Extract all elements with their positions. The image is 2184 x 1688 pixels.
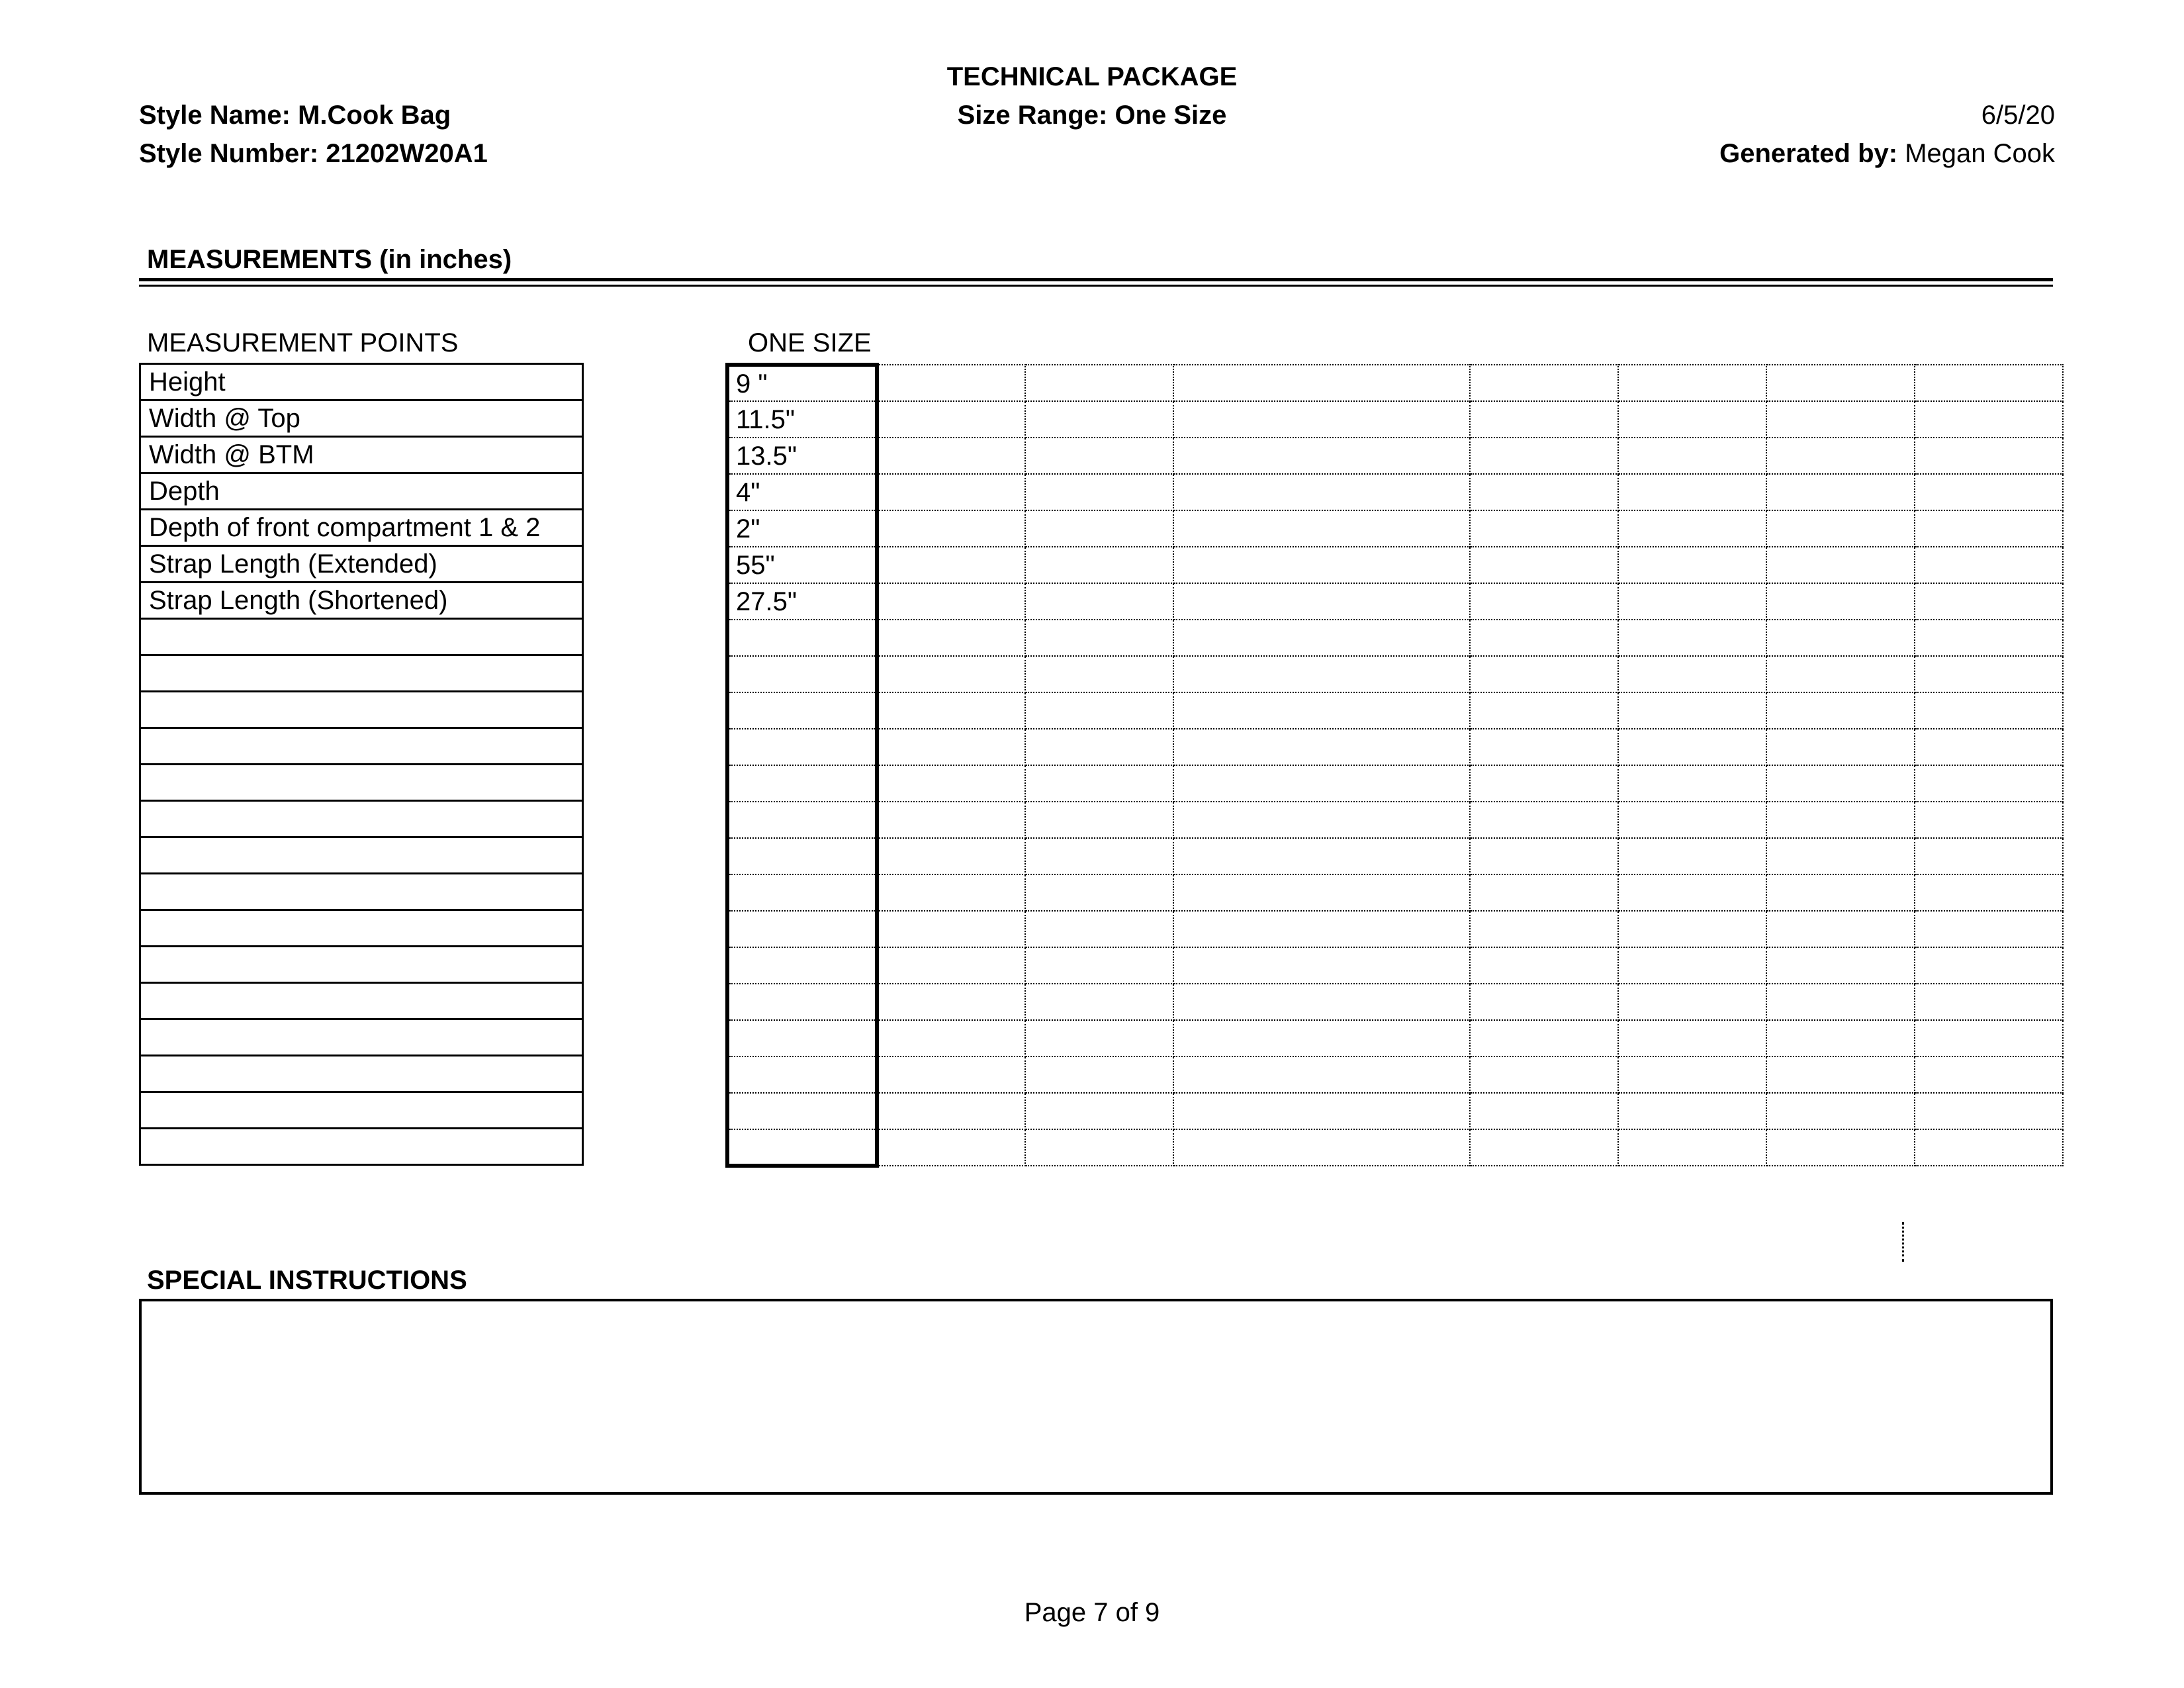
empty-size-cell	[1173, 401, 1470, 438]
measurement-point-cell	[140, 765, 583, 801]
empty-size-cell	[1173, 1020, 1470, 1056]
empty-size-cell	[1173, 874, 1470, 911]
empty-size-cell	[1025, 874, 1173, 911]
empty-size-cell	[1915, 911, 2063, 947]
empty-size-cell	[877, 656, 1025, 692]
size-grid-row	[727, 1129, 2063, 1166]
one-size-value-cell	[727, 1020, 877, 1056]
empty-size-cell	[877, 547, 1025, 583]
empty-size-cell	[1173, 984, 1470, 1020]
empty-size-cell	[1025, 438, 1173, 474]
empty-size-cell	[1618, 1020, 1766, 1056]
empty-size-cell	[1173, 1129, 1470, 1166]
size-grid-row	[727, 474, 2063, 510]
empty-size-cell	[1766, 510, 1915, 547]
one-size-value-cell: 2"	[727, 510, 877, 547]
empty-size-cell	[1618, 692, 1766, 729]
empty-size-cell	[1766, 656, 1915, 692]
empty-size-cell	[1025, 1056, 1173, 1093]
empty-size-cell	[1025, 1020, 1173, 1056]
empty-size-cell	[1618, 620, 1766, 656]
empty-size-cell	[1915, 620, 2063, 656]
size-grid-row	[727, 947, 2063, 984]
measurement-row	[140, 910, 583, 947]
document-date: 6/5/20	[1981, 101, 2055, 130]
empty-size-cell	[1173, 474, 1470, 510]
empty-size-cell	[1470, 1093, 1618, 1129]
empty-size-cell	[1766, 984, 1915, 1020]
one-size-value-cell: 55"	[727, 547, 877, 583]
size-grid-row	[727, 911, 2063, 947]
empty-size-cell	[1470, 838, 1618, 874]
empty-size-cell	[1618, 510, 1766, 547]
measurement-row	[140, 1092, 583, 1129]
one-size-value-cell: 4"	[727, 474, 877, 510]
empty-size-cell	[1618, 474, 1766, 510]
empty-size-cell	[1025, 583, 1173, 620]
empty-size-cell	[1173, 911, 1470, 947]
empty-size-cell	[1618, 838, 1766, 874]
one-size-value-cell	[727, 802, 877, 838]
empty-size-cell	[1915, 692, 2063, 729]
empty-size-cell	[1766, 911, 1915, 947]
measurement-row	[140, 583, 583, 619]
one-size-value-cell	[727, 947, 877, 984]
one-size-value-cell: 13.5"	[727, 438, 877, 474]
empty-size-cell	[1618, 656, 1766, 692]
empty-size-cell	[1618, 583, 1766, 620]
empty-size-cell	[1470, 1129, 1618, 1166]
empty-size-cell	[1025, 620, 1173, 656]
measurement-point-cell: Depth of front compartment 1 & 2	[140, 510, 583, 546]
measurement-point-cell	[140, 728, 583, 765]
empty-size-cell	[1618, 1056, 1766, 1093]
empty-size-cell	[1173, 947, 1470, 984]
empty-size-cell	[1470, 1056, 1618, 1093]
style-number: Style Number: 21202W20A1	[139, 139, 488, 168]
empty-size-cell	[877, 620, 1025, 656]
measurement-point-cell: Strap Length (Shortened)	[140, 583, 583, 619]
special-instructions-title: SPECIAL INSTRUCTIONS	[147, 1266, 467, 1295]
empty-size-cell	[1173, 365, 1470, 401]
measurement-point-cell	[140, 801, 583, 837]
measurement-point-cell: Width @ BTM	[140, 437, 583, 473]
empty-size-cell	[1766, 438, 1915, 474]
empty-size-cell	[1618, 1129, 1766, 1166]
empty-size-cell	[1470, 474, 1618, 510]
one-size-value-cell	[727, 765, 877, 802]
empty-size-cell	[1470, 984, 1618, 1020]
empty-size-cell	[1915, 510, 2063, 547]
empty-size-cell	[1173, 583, 1470, 620]
one-size-value-cell	[727, 911, 877, 947]
measurement-point-cell	[140, 655, 583, 692]
measurement-row	[140, 400, 583, 437]
size-grid-row	[727, 874, 2063, 911]
empty-size-cell	[1173, 765, 1470, 802]
measurement-point-cell: Width @ Top	[140, 400, 583, 437]
empty-size-cell	[1915, 947, 2063, 984]
measurement-point-cell: Strap Length (Extended)	[140, 546, 583, 583]
size-grid-row	[727, 802, 2063, 838]
size-grid-row	[727, 1020, 2063, 1056]
empty-size-cell	[1025, 1129, 1173, 1166]
one-size-value-cell	[727, 692, 877, 729]
empty-size-cell	[1470, 802, 1618, 838]
empty-size-cell	[1025, 1093, 1173, 1129]
empty-size-cell	[1470, 401, 1618, 438]
size-grid-row	[727, 547, 2063, 583]
empty-size-cell	[877, 765, 1025, 802]
measurement-point-cell	[140, 837, 583, 874]
size-grid-row	[727, 620, 2063, 656]
empty-size-cell	[1766, 474, 1915, 510]
size-range: Size Range: One Size	[957, 101, 1227, 130]
one-size-value-cell	[727, 838, 877, 874]
empty-size-cell	[1470, 438, 1618, 474]
empty-size-cell	[877, 911, 1025, 947]
measurement-row	[140, 546, 583, 583]
empty-size-cell	[1766, 729, 1915, 765]
empty-size-cell	[1025, 656, 1173, 692]
empty-size-cell	[1618, 547, 1766, 583]
empty-size-cell	[1915, 583, 2063, 620]
one-size-value-cell: 27.5"	[727, 583, 877, 620]
measurement-row	[140, 983, 583, 1019]
empty-size-cell	[877, 365, 1025, 401]
empty-size-cell	[1915, 401, 2063, 438]
empty-size-cell	[1766, 947, 1915, 984]
measurement-row	[140, 728, 583, 765]
empty-size-cell	[1766, 692, 1915, 729]
special-instructions-text	[142, 1301, 2050, 1312]
empty-size-cell	[1173, 838, 1470, 874]
empty-size-cell	[1173, 692, 1470, 729]
empty-size-cell	[1173, 620, 1470, 656]
one-size-value-cell	[727, 1093, 877, 1129]
empty-size-cell	[877, 802, 1025, 838]
empty-size-cell	[877, 1093, 1025, 1129]
empty-size-cell	[877, 874, 1025, 911]
empty-size-cell	[1618, 365, 1766, 401]
empty-size-cell	[1766, 401, 1915, 438]
size-grid-row	[727, 838, 2063, 874]
empty-size-cell	[1915, 547, 2063, 583]
measurement-point-cell: Height	[140, 364, 583, 400]
empty-size-cell	[1470, 911, 1618, 947]
empty-size-cell	[1915, 1129, 2063, 1166]
empty-size-cell	[877, 947, 1025, 984]
empty-size-cell	[1766, 547, 1915, 583]
empty-size-cell	[1915, 802, 2063, 838]
empty-size-cell	[877, 729, 1025, 765]
one-size-value-cell	[727, 656, 877, 692]
empty-size-cell	[1618, 765, 1766, 802]
empty-size-cell	[1766, 583, 1915, 620]
empty-size-cell	[1618, 438, 1766, 474]
empty-size-cell	[1025, 510, 1173, 547]
size-grid-row	[727, 984, 2063, 1020]
empty-size-cell	[1025, 401, 1173, 438]
empty-size-cell	[1173, 510, 1470, 547]
empty-size-cell	[1470, 729, 1618, 765]
empty-size-cell	[1915, 984, 2063, 1020]
empty-size-cell	[1618, 1093, 1766, 1129]
one-size-value-cell	[727, 620, 877, 656]
measurement-point-cell	[140, 1056, 583, 1092]
empty-size-cell	[1915, 438, 2063, 474]
empty-size-cell	[1766, 802, 1915, 838]
empty-size-cell	[1766, 1020, 1915, 1056]
document-title: TECHNICAL PACKAGE	[946, 62, 1238, 91]
empty-size-cell	[1915, 656, 2063, 692]
empty-size-cell	[1915, 765, 2063, 802]
empty-size-cell	[1173, 1093, 1470, 1129]
empty-size-cell	[1915, 1093, 2063, 1129]
size-grid-row	[727, 438, 2063, 474]
one-size-header: ONE SIZE	[748, 328, 872, 357]
empty-size-cell	[1618, 984, 1766, 1020]
generated-by-label: Generated by:	[1719, 139, 1898, 168]
measurement-row	[140, 655, 583, 692]
measurement-row	[140, 837, 583, 874]
empty-size-cell	[877, 583, 1025, 620]
empty-size-cell	[1915, 838, 2063, 874]
measurements-section-title: MEASUREMENTS (in inches)	[147, 245, 512, 274]
empty-size-cell	[1915, 1056, 2063, 1093]
empty-size-cell	[877, 1020, 1025, 1056]
empty-size-cell	[1025, 802, 1173, 838]
empty-size-cell	[1025, 474, 1173, 510]
empty-size-cell	[1470, 874, 1618, 911]
empty-size-cell	[1766, 365, 1915, 401]
one-size-value-cell	[727, 1056, 877, 1093]
measurement-point-cell	[140, 874, 583, 910]
empty-size-cell	[1470, 583, 1618, 620]
measurement-row	[140, 1129, 583, 1165]
empty-size-cell	[1766, 620, 1915, 656]
empty-size-cell	[1618, 947, 1766, 984]
measurement-point-cell: Depth	[140, 473, 583, 510]
empty-size-cell	[1618, 401, 1766, 438]
empty-size-cell	[1173, 802, 1470, 838]
one-size-value-cell: 9 "	[727, 365, 877, 401]
empty-size-cell	[1173, 438, 1470, 474]
measurement-point-cell	[140, 910, 583, 947]
measurement-row	[140, 765, 583, 801]
empty-size-cell	[1915, 729, 2063, 765]
empty-size-cell	[1470, 656, 1618, 692]
empty-size-cell	[1025, 365, 1173, 401]
size-grid-row	[727, 583, 2063, 620]
section-rule-thin	[139, 285, 2053, 287]
measurement-row	[140, 947, 583, 983]
empty-size-cell	[1173, 1056, 1470, 1093]
empty-size-cell	[877, 510, 1025, 547]
empty-size-cell	[877, 1056, 1025, 1093]
size-grid-row	[727, 365, 2063, 401]
size-grid-row	[727, 1093, 2063, 1129]
empty-size-cell	[877, 474, 1025, 510]
empty-size-cell	[1766, 874, 1915, 911]
one-size-value-cell	[727, 874, 877, 911]
size-grid-row	[727, 510, 2063, 547]
empty-size-cell	[1470, 620, 1618, 656]
empty-size-cell	[1618, 911, 1766, 947]
grid-tail-line	[1902, 1222, 1904, 1262]
measurement-row	[140, 510, 583, 546]
size-grid-row	[727, 401, 2063, 438]
empty-size-cell	[1025, 547, 1173, 583]
size-grid-row	[727, 729, 2063, 765]
empty-size-cell	[1173, 656, 1470, 692]
measurement-point-cell	[140, 619, 583, 655]
one-size-value-cell: 11.5"	[727, 401, 877, 438]
empty-size-cell	[1025, 692, 1173, 729]
measurement-row	[140, 874, 583, 910]
generated-by	[1719, 138, 2055, 169]
size-grid-row	[727, 1056, 2063, 1093]
empty-size-cell	[877, 401, 1025, 438]
measurement-points-header: MEASUREMENT POINTS	[147, 328, 459, 357]
size-grid-row	[727, 692, 2063, 729]
empty-size-cell	[1025, 838, 1173, 874]
empty-size-cell	[1173, 547, 1470, 583]
empty-size-cell	[877, 692, 1025, 729]
empty-size-cell	[1470, 692, 1618, 729]
measurement-row	[140, 473, 583, 510]
empty-size-cell	[1470, 765, 1618, 802]
generated-by-value: Megan Cook	[1905, 139, 2055, 168]
empty-size-cell	[1766, 765, 1915, 802]
empty-size-cell	[1766, 838, 1915, 874]
measurement-row	[140, 437, 583, 473]
empty-size-cell	[877, 984, 1025, 1020]
empty-size-cell	[1915, 474, 2063, 510]
empty-size-cell	[1766, 1093, 1915, 1129]
empty-size-cell	[1025, 947, 1173, 984]
measurement-point-cell	[140, 1092, 583, 1129]
measurement-point-cell	[140, 692, 583, 728]
empty-size-cell	[877, 438, 1025, 474]
measurement-row	[140, 364, 583, 400]
empty-size-cell	[1025, 911, 1173, 947]
empty-size-cell	[877, 838, 1025, 874]
measurement-point-cell	[140, 1129, 583, 1165]
measurement-points-table	[139, 363, 584, 1166]
measurement-row	[140, 692, 583, 728]
empty-size-cell	[1618, 874, 1766, 911]
one-size-value-cell	[727, 1129, 877, 1166]
empty-size-cell	[1025, 729, 1173, 765]
empty-size-cell	[1915, 365, 2063, 401]
measurement-row	[140, 801, 583, 837]
size-grid-row	[727, 656, 2063, 692]
empty-size-cell	[1025, 765, 1173, 802]
empty-size-cell	[877, 1129, 1025, 1166]
measurement-row	[140, 1056, 583, 1092]
empty-size-cell	[1470, 510, 1618, 547]
empty-size-cell	[1470, 547, 1618, 583]
special-instructions-box	[139, 1299, 2053, 1495]
empty-size-cell	[1470, 365, 1618, 401]
empty-size-cell	[1470, 1020, 1618, 1056]
measurement-point-cell	[140, 1019, 583, 1056]
empty-size-cell	[1618, 802, 1766, 838]
measurement-row	[140, 1019, 583, 1056]
measurement-row	[140, 619, 583, 655]
measurement-point-cell	[140, 947, 583, 983]
empty-size-cell	[1618, 729, 1766, 765]
page-number: Page 7 of 9	[1024, 1598, 1160, 1627]
empty-size-cell	[1915, 1020, 2063, 1056]
empty-size-cell	[1173, 729, 1470, 765]
empty-size-cell	[1766, 1129, 1915, 1166]
empty-size-cell	[1766, 1056, 1915, 1093]
one-size-value-cell	[727, 984, 877, 1020]
empty-size-cell	[1025, 984, 1173, 1020]
one-size-value-cell	[727, 729, 877, 765]
section-rule-thick	[139, 278, 2053, 281]
empty-size-cell	[1915, 874, 2063, 911]
size-grid-row	[727, 765, 2063, 802]
size-grid-table	[725, 363, 2064, 1168]
empty-size-cell	[1470, 947, 1618, 984]
measurement-point-cell	[140, 983, 583, 1019]
style-name: Style Name: M.Cook Bag	[139, 101, 451, 130]
